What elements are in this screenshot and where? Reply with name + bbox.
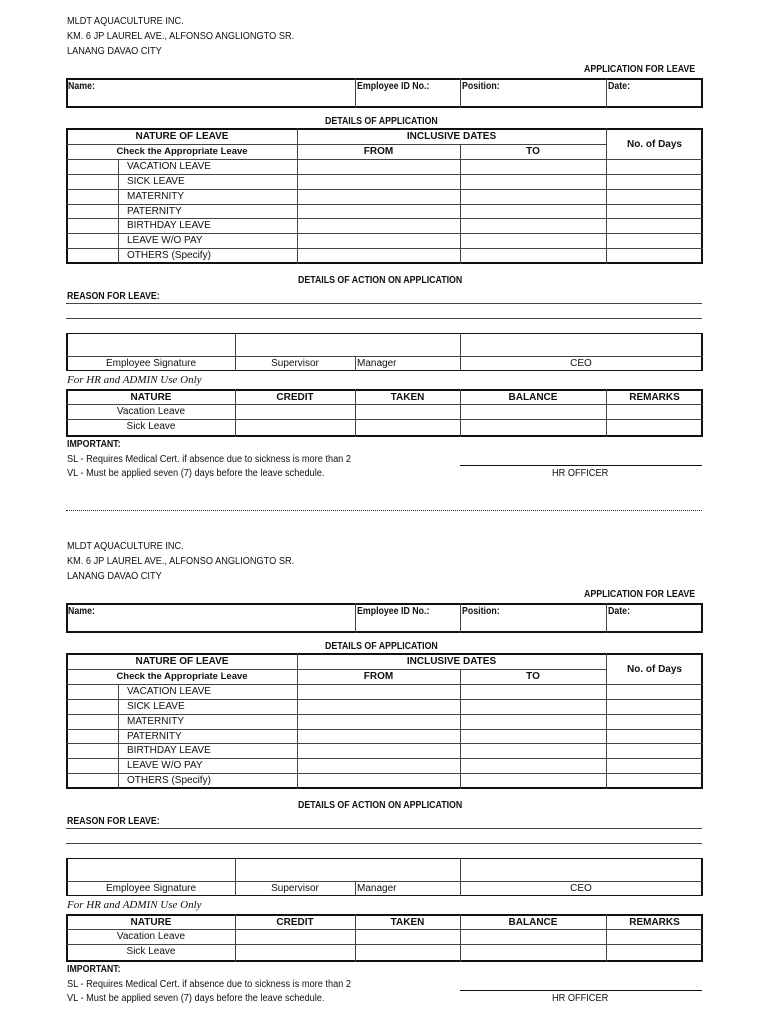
inclusive-dates-header: INCLUSIVE DATES (406, 131, 497, 142)
check-leave-header: Check the Appropriate Leave (116, 146, 248, 157)
form-title: APPLICATION FOR LEAVE (584, 64, 696, 75)
important-vl-note: VL - Must be applied seven (7) days before the leave schedule. (67, 468, 325, 479)
credit-col-nature: NATURE (130, 392, 172, 403)
supervisor-label: Supervisor (271, 883, 319, 894)
date-field[interactable]: Date: (608, 81, 631, 92)
details-heading: DETAILS OF APPLICATION (325, 641, 438, 652)
company-address: KM. 6 JP LAUREL AVE., ALFONSO ANGLIONGTO SR. (67, 556, 295, 567)
position-field[interactable]: Position: (462, 81, 500, 92)
name-field[interactable]: Name: (68, 606, 95, 617)
credit-col-remarks: REMARKS (629, 392, 680, 403)
leave-type-paternity: PATERNITY (127, 731, 182, 742)
reason-line-1[interactable] (66, 303, 702, 304)
hr-admin-note: For HR and ADMIN Use Only (67, 899, 202, 911)
hr-officer-signature-line[interactable] (460, 465, 702, 466)
action-heading: DETAILS OF ACTION ON APPLICATION (298, 275, 463, 286)
credit-row-vacation: Vacation Leave (116, 406, 186, 417)
leave-type-birthday: BIRTHDAY LEAVE (127, 745, 211, 756)
hr-officer-signature-line[interactable] (460, 990, 702, 991)
credit-row-sick: Sick Leave (126, 421, 176, 432)
inclusive-dates-header: INCLUSIVE DATES (406, 656, 497, 667)
credit-col-taken: TAKEN (390, 917, 425, 928)
reason-label: REASON FOR LEAVE: (67, 816, 160, 827)
manager-label: Manager (357, 883, 397, 894)
leave-type-vacation: VACATION LEAVE (127, 686, 211, 697)
employee-id-field[interactable]: Employee ID No.: (357, 81, 430, 92)
leave-type-sick: SICK LEAVE (127, 701, 185, 712)
hr-officer-label: HR OFFICER (552, 468, 609, 479)
important-label: IMPORTANT: (67, 964, 121, 975)
important-vl-note: VL - Must be applied seven (7) days before the leave schedule. (67, 993, 325, 1004)
action-heading: DETAILS OF ACTION ON APPLICATION (298, 800, 463, 811)
nature-of-leave-header: NATURE OF LEAVE (135, 656, 229, 667)
from-header: FROM (363, 146, 394, 157)
cut-line-divider (66, 510, 702, 511)
leave-type-sick: SICK LEAVE (127, 176, 185, 187)
ceo-label: CEO (570, 883, 592, 894)
credit-col-credit: CREDIT (276, 917, 314, 928)
leave-form-2 (0, 525, 768, 1025)
leave-type-others: OTHERS (Specify) (127, 775, 211, 786)
from-header: FROM (363, 671, 394, 682)
company-address: KM. 6 JP LAUREL AVE., ALFONSO ANGLIONGTO SR. (67, 31, 295, 42)
company-name: MLDT AQUACULTURE INC. (67, 16, 184, 27)
employee-signature-label: Employee Signature (105, 883, 197, 894)
leave-type-birthday: BIRTHDAY LEAVE (127, 220, 211, 231)
credit-col-balance: BALANCE (508, 392, 558, 403)
important-sl-note: SL - Requires Medical Cert. if absence due to sickness is more than 2 (67, 979, 351, 990)
leave-type-without-pay: LEAVE W/O PAY (127, 235, 203, 246)
company-city: LANANG DAVAO CITY (67, 571, 162, 582)
credit-col-remarks: REMARKS (629, 917, 680, 928)
nature-of-leave-header: NATURE OF LEAVE (135, 131, 229, 142)
form-title: APPLICATION FOR LEAVE (584, 589, 696, 600)
leave-type-others: OTHERS (Specify) (127, 250, 211, 261)
no-of-days-header: No. of Days (626, 139, 682, 150)
position-field[interactable]: Position: (462, 606, 500, 617)
important-sl-note: SL - Requires Medical Cert. if absence due to sickness is more than 2 (67, 454, 351, 465)
leave-type-vacation: VACATION LEAVE (127, 161, 211, 172)
credit-col-balance: BALANCE (508, 917, 558, 928)
date-field[interactable]: Date: (608, 606, 631, 617)
credit-col-taken: TAKEN (390, 392, 425, 403)
employee-signature-label: Employee Signature (105, 358, 197, 369)
leave-form-1 (0, 0, 768, 500)
leave-type-paternity: PATERNITY (127, 206, 182, 217)
to-header: TO (526, 146, 540, 157)
manager-label: Manager (357, 358, 397, 369)
reason-label: REASON FOR LEAVE: (67, 291, 160, 302)
employee-id-field[interactable]: Employee ID No.: (357, 606, 430, 617)
name-field[interactable]: Name: (68, 81, 95, 92)
supervisor-label: Supervisor (271, 358, 319, 369)
check-leave-header: Check the Appropriate Leave (116, 671, 248, 682)
no-of-days-header: No. of Days (626, 664, 682, 675)
leave-type-maternity: MATERNITY (127, 191, 185, 202)
reason-line-2[interactable] (66, 843, 702, 844)
credit-row-sick: Sick Leave (126, 946, 176, 957)
leave-type-without-pay: LEAVE W/O PAY (127, 760, 203, 771)
ceo-label: CEO (570, 358, 592, 369)
credit-col-nature: NATURE (130, 917, 172, 928)
leave-type-maternity: MATERNITY (127, 716, 185, 727)
company-city: LANANG DAVAO CITY (67, 46, 162, 57)
company-name: MLDT AQUACULTURE INC. (67, 541, 184, 552)
details-heading: DETAILS OF APPLICATION (325, 116, 438, 127)
to-header: TO (526, 671, 540, 682)
reason-line-2[interactable] (66, 318, 702, 319)
credit-row-vacation: Vacation Leave (116, 931, 186, 942)
hr-admin-note: For HR and ADMIN Use Only (67, 374, 202, 386)
hr-officer-label: HR OFFICER (552, 993, 609, 1004)
credit-col-credit: CREDIT (276, 392, 314, 403)
reason-line-1[interactable] (66, 828, 702, 829)
important-label: IMPORTANT: (67, 439, 121, 450)
